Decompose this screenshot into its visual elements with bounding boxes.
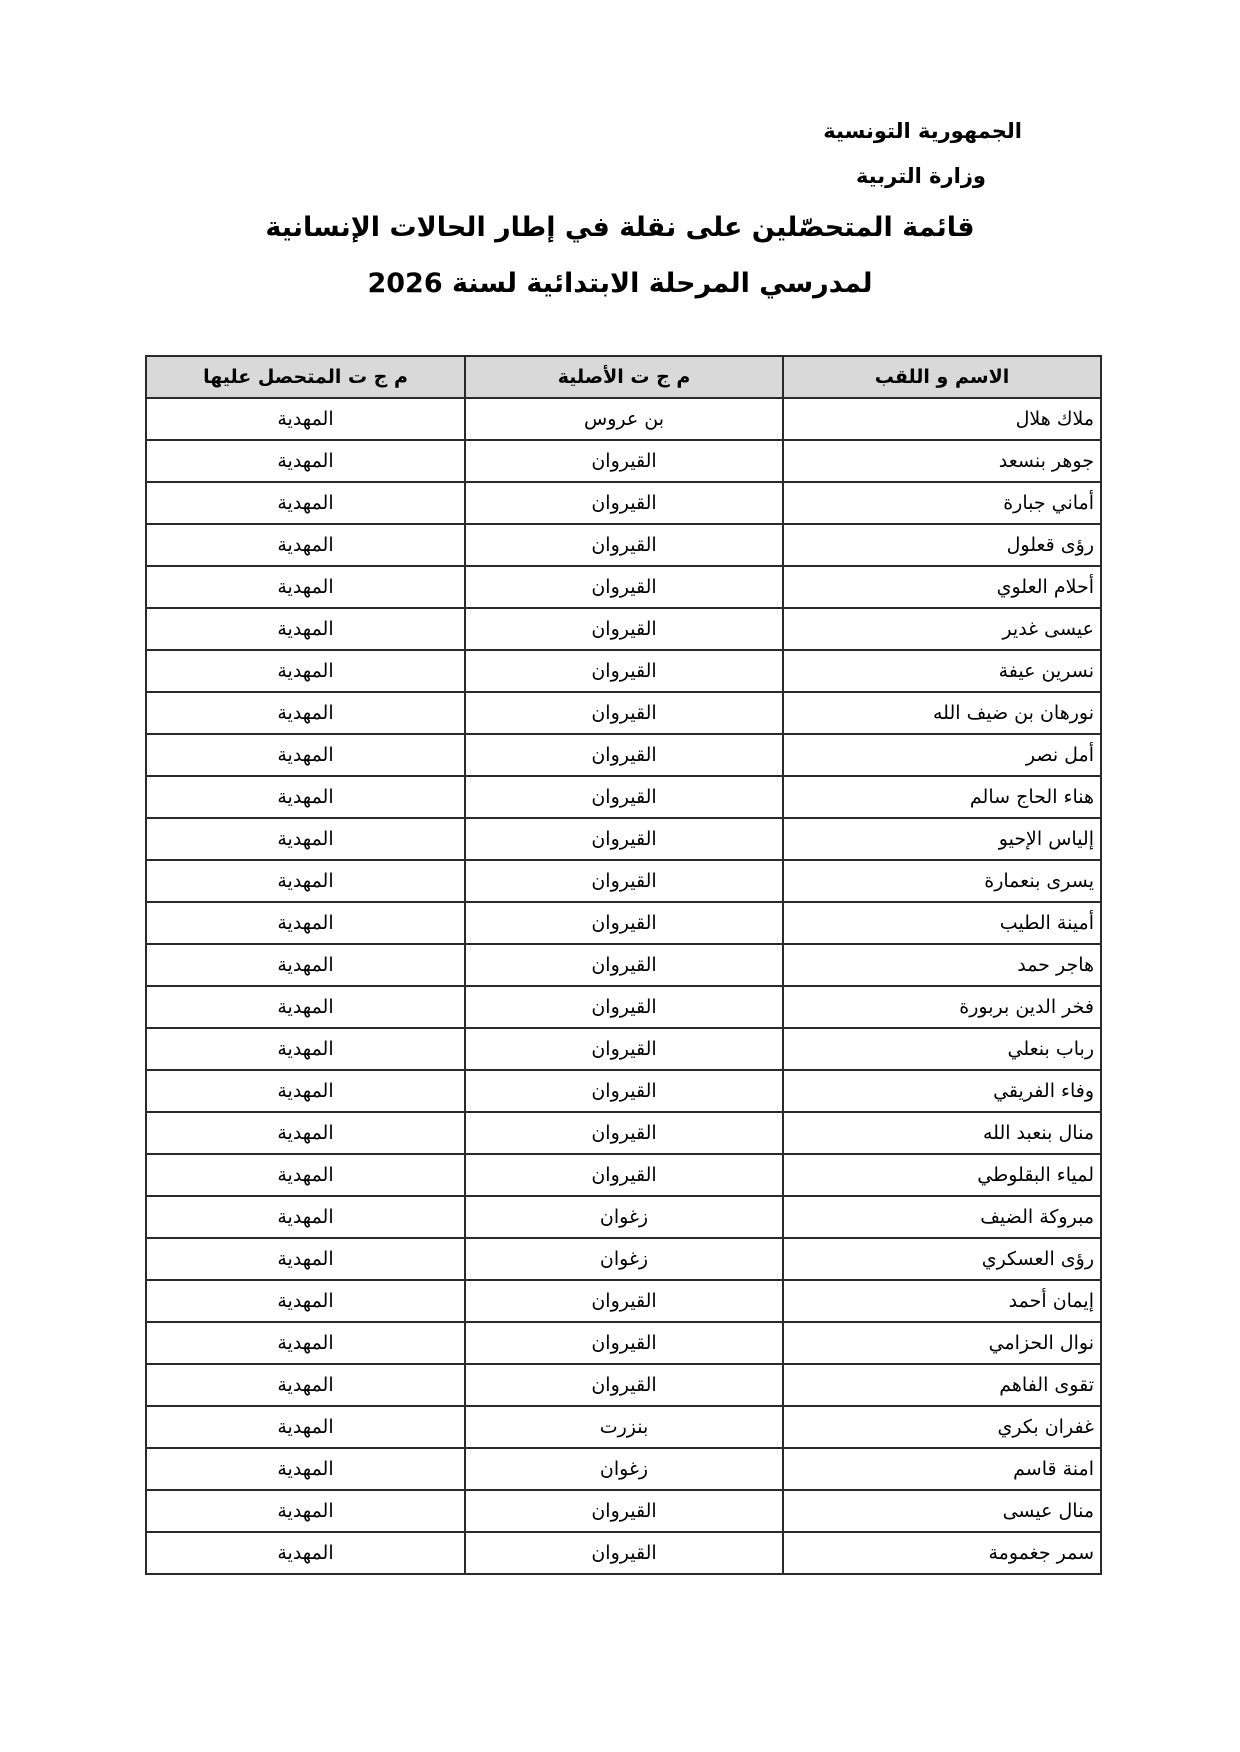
column-header-origin: م ج ت الأصلية (465, 356, 783, 398)
cell-origin: القيروان (465, 986, 783, 1028)
table-row (146, 1280, 1101, 1322)
cell-origin: القيروان (465, 1322, 783, 1364)
column-header-name: الاسم و اللقب (783, 356, 1101, 398)
republic-name: الجمهورية التونسية (823, 119, 1022, 143)
cell-name: نورهان بن ضيف الله (783, 692, 1101, 734)
cell-name: امنة قاسم (783, 1448, 1101, 1490)
cell-name: منال عيسى (783, 1490, 1101, 1532)
cell-name: غفران بكري (783, 1406, 1101, 1448)
cell-name: وفاء الفريقي (783, 1070, 1101, 1112)
cell-origin: القيروان (465, 1490, 783, 1532)
cell-name: أمل نصر (783, 734, 1101, 776)
table-row (146, 1448, 1101, 1490)
cell-destination: المهدية (146, 1406, 465, 1448)
cell-origin: القيروان (465, 902, 783, 944)
cell-name: عيسى غدير (783, 608, 1101, 650)
cell-destination: المهدية (146, 986, 465, 1028)
cell-name: أمينة الطيب (783, 902, 1101, 944)
cell-destination: المهدية (146, 566, 465, 608)
cell-origin: بن عروس (465, 398, 783, 440)
table-header-row (146, 356, 1101, 398)
cell-origin: زغوان (465, 1238, 783, 1280)
cell-origin: القيروان (465, 1280, 783, 1322)
cell-origin: القيروان (465, 1028, 783, 1070)
cell-destination: المهدية (146, 1238, 465, 1280)
cell-name: نسرين عيفة (783, 650, 1101, 692)
table-row (146, 398, 1101, 440)
cell-name: سمر جغمومة (783, 1532, 1101, 1574)
table-row (146, 1406, 1101, 1448)
cell-origin: القيروان (465, 440, 783, 482)
cell-origin: القيروان (465, 692, 783, 734)
table-row (146, 692, 1101, 734)
cell-name: هناء الحاج سالم (783, 776, 1101, 818)
table-row (146, 1028, 1101, 1070)
cell-destination: المهدية (146, 818, 465, 860)
table-row (146, 818, 1101, 860)
cell-name: لمياء البقلوطي (783, 1154, 1101, 1196)
table-body (146, 398, 1101, 1574)
table-row (146, 1490, 1101, 1532)
cell-name: هاجر حمد (783, 944, 1101, 986)
cell-destination: المهدية (146, 608, 465, 650)
cell-destination: المهدية (146, 1280, 465, 1322)
cell-origin: القيروان (465, 734, 783, 776)
cell-origin: القيروان (465, 1154, 783, 1196)
cell-destination: المهدية (146, 440, 465, 482)
document-subtitle: لمدرسي المرحلة الابتدائية لسنة 2026 (367, 268, 873, 299)
table-row (146, 1112, 1101, 1154)
table-row (146, 776, 1101, 818)
cell-destination: المهدية (146, 650, 465, 692)
table-row (146, 1196, 1101, 1238)
table-row (146, 986, 1101, 1028)
table-row (146, 440, 1101, 482)
table-row (146, 1238, 1101, 1280)
cell-origin: القيروان (465, 1112, 783, 1154)
cell-name: رؤى العسكري (783, 1238, 1101, 1280)
cell-destination: المهدية (146, 482, 465, 524)
table-row (146, 524, 1101, 566)
cell-origin: زغوان (465, 1196, 783, 1238)
cell-origin: القيروان (465, 566, 783, 608)
cell-destination: المهدية (146, 1112, 465, 1154)
cell-origin: القيروان (465, 860, 783, 902)
cell-destination: المهدية (146, 902, 465, 944)
table-row (146, 944, 1101, 986)
cell-destination: المهدية (146, 1490, 465, 1532)
cell-destination: المهدية (146, 1364, 465, 1406)
cell-destination: المهدية (146, 1322, 465, 1364)
cell-origin: القيروان (465, 482, 783, 524)
table-row (146, 1070, 1101, 1112)
cell-destination: المهدية (146, 1070, 465, 1112)
cell-name: يسرى بنعمارة (783, 860, 1101, 902)
table-row (146, 566, 1101, 608)
cell-destination: المهدية (146, 692, 465, 734)
cell-name: أماني جبارة (783, 482, 1101, 524)
cell-name: جوهر بنسعد (783, 440, 1101, 482)
cell-destination: المهدية (146, 1196, 465, 1238)
cell-name: مبروكة الضيف (783, 1196, 1101, 1238)
column-header-destination: م ج ت المتحصل عليها (146, 356, 465, 398)
ministry-name: وزارة التربية (855, 164, 986, 188)
cell-name: تقوى الفاهم (783, 1364, 1101, 1406)
cell-destination: المهدية (146, 398, 465, 440)
cell-name: منال بنعبد الله (783, 1112, 1101, 1154)
cell-name: إلياس الإحيو (783, 818, 1101, 860)
cell-origin: القيروان (465, 608, 783, 650)
cell-destination: المهدية (146, 944, 465, 986)
cell-destination: المهدية (146, 734, 465, 776)
table-row (146, 902, 1101, 944)
cell-destination: المهدية (146, 524, 465, 566)
table-row (146, 482, 1101, 524)
cell-origin: القيروان (465, 524, 783, 566)
cell-destination: المهدية (146, 860, 465, 902)
cell-name: نوال الحزامي (783, 1322, 1101, 1364)
cell-destination: المهدية (146, 776, 465, 818)
cell-origin: القيروان (465, 650, 783, 692)
cell-origin: القيروان (465, 1364, 783, 1406)
cell-origin: بنزرت (465, 1406, 783, 1448)
cell-origin: القيروان (465, 818, 783, 860)
table-row (146, 1532, 1101, 1574)
cell-origin: القيروان (465, 776, 783, 818)
cell-name: رؤى قعلول (783, 524, 1101, 566)
cell-name: رباب بنعلي (783, 1028, 1101, 1070)
cell-origin: القيروان (465, 944, 783, 986)
cell-origin: القيروان (465, 1070, 783, 1112)
cell-name: أحلام العلوي (783, 566, 1101, 608)
table-row (146, 860, 1101, 902)
cell-origin: زغوان (465, 1448, 783, 1490)
table-row (146, 1322, 1101, 1364)
cell-name: فخر الدين بربورة (783, 986, 1101, 1028)
cell-destination: المهدية (146, 1532, 465, 1574)
cell-destination: المهدية (146, 1448, 465, 1490)
cell-name: إيمان أحمد (783, 1280, 1101, 1322)
document-title: قائمة المتحصّلين على نقلة في إطار الحالات الإنسانية (265, 212, 975, 243)
cell-destination: المهدية (146, 1154, 465, 1196)
cell-destination: المهدية (146, 1028, 465, 1070)
cell-origin: القيروان (465, 1532, 783, 1574)
transfer-table (145, 355, 1102, 1575)
table-row (146, 650, 1101, 692)
table-row (146, 734, 1101, 776)
table-row (146, 608, 1101, 650)
cell-name: ملاك هلال (783, 398, 1101, 440)
table-row (146, 1364, 1101, 1406)
table-row (146, 1154, 1101, 1196)
